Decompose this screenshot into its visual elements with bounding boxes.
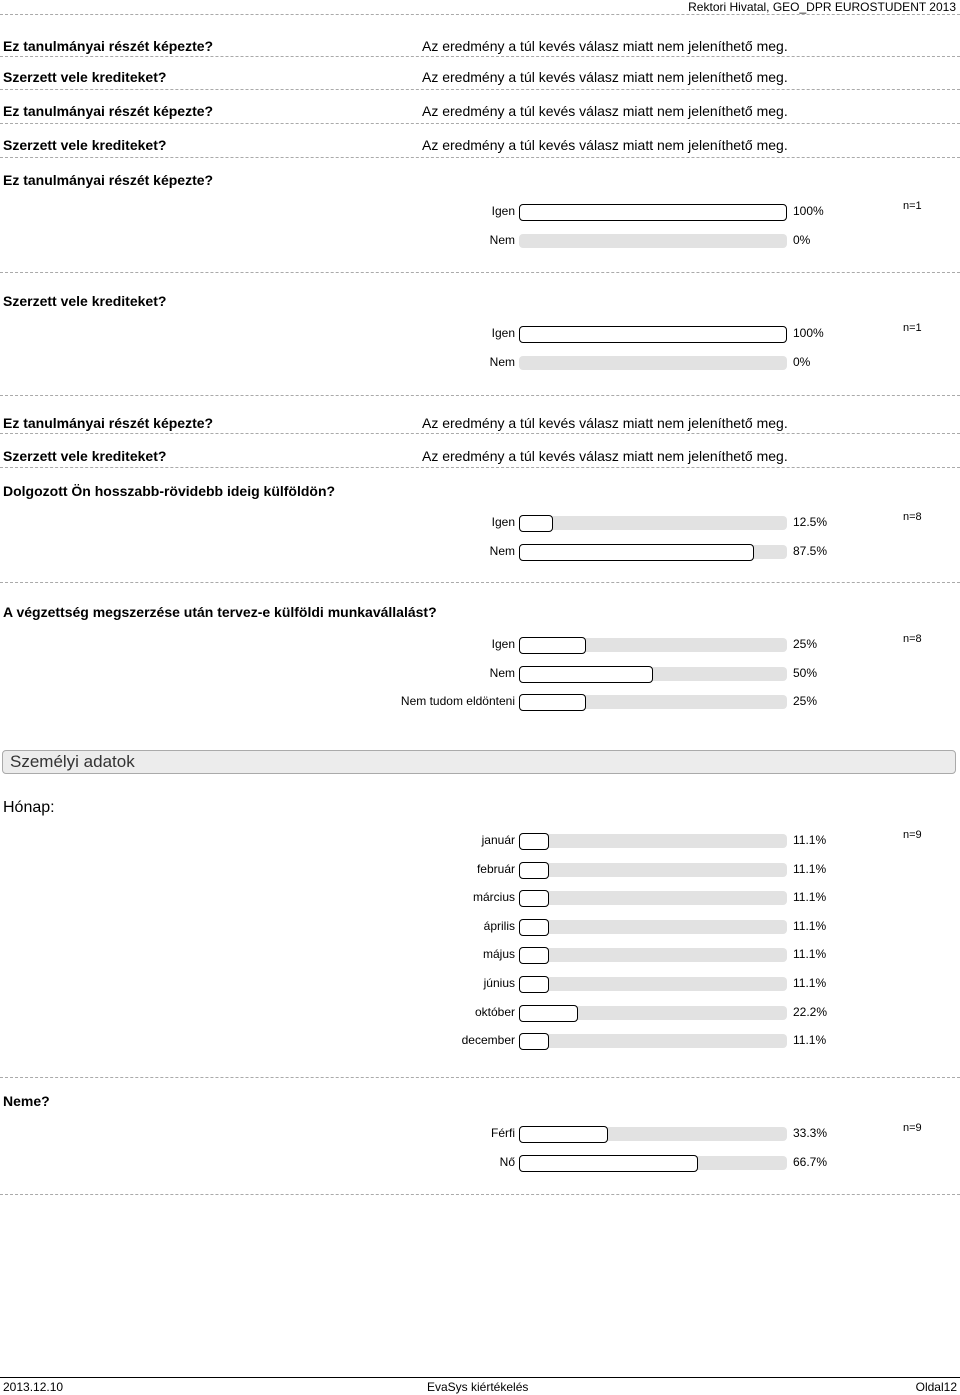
bar-fill xyxy=(519,919,549,936)
option-percent: 50% xyxy=(793,665,818,680)
page-header: Rektori Hivatal, GEO_DPR EUROSTUDENT 2013 xyxy=(688,0,956,14)
footer-title: EvaSys kiértékelés xyxy=(427,1380,529,1394)
bar-fill xyxy=(519,1033,549,1050)
option-percent: 25% xyxy=(793,694,818,709)
question-title: Szerzett vele krediteket? xyxy=(3,448,167,464)
header-divider xyxy=(0,14,960,15)
option-label: Nem xyxy=(489,232,515,247)
row-divider xyxy=(0,433,960,434)
bar-fill xyxy=(519,515,553,532)
question-title: Ez tanulmányai részét képezte? xyxy=(3,415,214,431)
option-label: Nem xyxy=(489,665,515,680)
bar-fill xyxy=(519,694,586,711)
n-count: n=1 xyxy=(903,200,922,212)
bar-track xyxy=(519,356,787,370)
row-divider xyxy=(0,157,960,158)
no-result-message: Az eredmény a túl kevés válasz miatt nem jeleníthető meg. xyxy=(422,448,788,464)
option-label: május xyxy=(482,947,515,962)
bar-track xyxy=(519,834,787,848)
option-label: Igen xyxy=(491,326,515,340)
bar-fill xyxy=(519,833,549,850)
option-label: március xyxy=(472,890,515,905)
bar-track xyxy=(519,948,787,962)
row-divider xyxy=(0,56,960,57)
option-label: december xyxy=(461,1033,515,1048)
option-percent: 11.1% xyxy=(793,890,827,905)
question-title: Szerzett vele krediteket? xyxy=(3,69,167,85)
option-percent: 0% xyxy=(793,354,811,369)
option-percent: 11.1% xyxy=(793,861,827,876)
bar-fill xyxy=(519,326,787,343)
bar-fill xyxy=(519,1155,698,1172)
bar-fill xyxy=(519,544,754,561)
option-label: január xyxy=(481,833,515,847)
no-result-message: Az eredmény a túl kevés válasz miatt nem jeleníthető meg. xyxy=(422,69,788,85)
option-percent: 11.1% xyxy=(793,947,827,962)
option-label: április xyxy=(483,918,515,933)
question-title: Szerzett vele krediteket? xyxy=(3,137,167,153)
option-percent: 100% xyxy=(793,326,824,340)
option-label: Nem tudom eldönteni xyxy=(400,694,515,709)
section-header: Személyi adatok xyxy=(2,750,956,774)
option-percent: 11.1% xyxy=(793,1033,827,1048)
row-divider xyxy=(0,1077,960,1078)
bar-fill xyxy=(519,666,653,683)
bar-track xyxy=(519,863,787,877)
question-title: Hónap: xyxy=(3,799,55,816)
option-percent: 100% xyxy=(793,204,824,218)
row-divider xyxy=(0,582,960,583)
bar-track xyxy=(519,516,787,530)
question-title: Ez tanulmányai részét képezte? xyxy=(3,38,214,54)
row-divider xyxy=(0,123,960,124)
option-label: Férfi xyxy=(491,1126,515,1140)
option-percent: 11.1% xyxy=(793,833,827,847)
option-label: Nő xyxy=(499,1154,515,1169)
option-percent: 33.3% xyxy=(793,1126,828,1140)
bar-track xyxy=(519,1034,787,1048)
bar-track xyxy=(519,977,787,991)
bar-track xyxy=(519,920,787,934)
option-label: október xyxy=(474,1004,515,1019)
option-percent: 66.7% xyxy=(793,1154,828,1169)
option-percent: 22.2% xyxy=(793,1004,828,1019)
row-divider xyxy=(0,89,960,90)
bar-fill xyxy=(519,947,549,964)
option-label: Nem xyxy=(489,543,515,558)
bar-track xyxy=(519,234,787,248)
bar-fill xyxy=(519,890,549,907)
option-label: február xyxy=(476,861,515,876)
footer-page: Oldal12 xyxy=(915,1380,957,1394)
n-count: n=9 xyxy=(903,1122,922,1134)
bar-track xyxy=(519,891,787,905)
bar-fill xyxy=(519,637,586,654)
option-label: június xyxy=(483,976,515,990)
option-percent: 87.5% xyxy=(793,543,828,558)
no-result-message: Az eredmény a túl kevés válasz miatt nem jeleníthető meg. xyxy=(422,415,788,431)
n-count: n=8 xyxy=(903,633,922,645)
option-label: Nem xyxy=(489,354,515,369)
option-label: Igen xyxy=(491,515,515,529)
row-divider xyxy=(0,467,960,468)
bar-fill xyxy=(519,1005,578,1022)
no-result-message: Az eredmény a túl kevés válasz miatt nem jeleníthető meg. xyxy=(422,103,788,119)
option-percent: 25% xyxy=(793,637,818,651)
bar-fill xyxy=(519,862,549,879)
n-count: n=8 xyxy=(903,511,922,523)
question-title: Szerzett vele krediteket? xyxy=(3,293,167,309)
option-percent: 0% xyxy=(793,232,811,247)
option-label: Igen xyxy=(491,204,515,218)
bar-fill xyxy=(519,204,787,221)
no-result-message: Az eredmény a túl kevés válasz miatt nem jeleníthető meg. xyxy=(422,137,788,153)
question-title: Dolgozott Ön hosszabb-rövidebb ideig külföldön? xyxy=(3,483,336,499)
n-count: n=9 xyxy=(903,829,922,841)
option-percent: 11.1% xyxy=(793,918,827,933)
n-count: n=1 xyxy=(903,322,922,334)
bar-fill xyxy=(519,1126,608,1143)
bar-fill xyxy=(519,976,549,993)
question-title: Neme? xyxy=(3,1093,50,1109)
question-title: A végzettség megszerzése után tervez-e külföldi munkavállalást? xyxy=(3,604,437,620)
no-result-message: Az eredmény a túl kevés válasz miatt nem jeleníthető meg. xyxy=(422,38,788,54)
row-divider xyxy=(0,272,960,273)
row-divider xyxy=(0,395,960,396)
option-label: Igen xyxy=(491,637,515,651)
question-title: Ez tanulmányai részét képezte? xyxy=(3,172,214,188)
row-divider xyxy=(0,1194,960,1195)
footer-divider xyxy=(0,1377,960,1378)
option-percent: 12.5% xyxy=(793,515,828,529)
option-percent: 11.1% xyxy=(793,976,827,990)
footer-date: 2013.12.10 xyxy=(3,1380,64,1394)
question-title: Ez tanulmányai részét képezte? xyxy=(3,103,214,119)
